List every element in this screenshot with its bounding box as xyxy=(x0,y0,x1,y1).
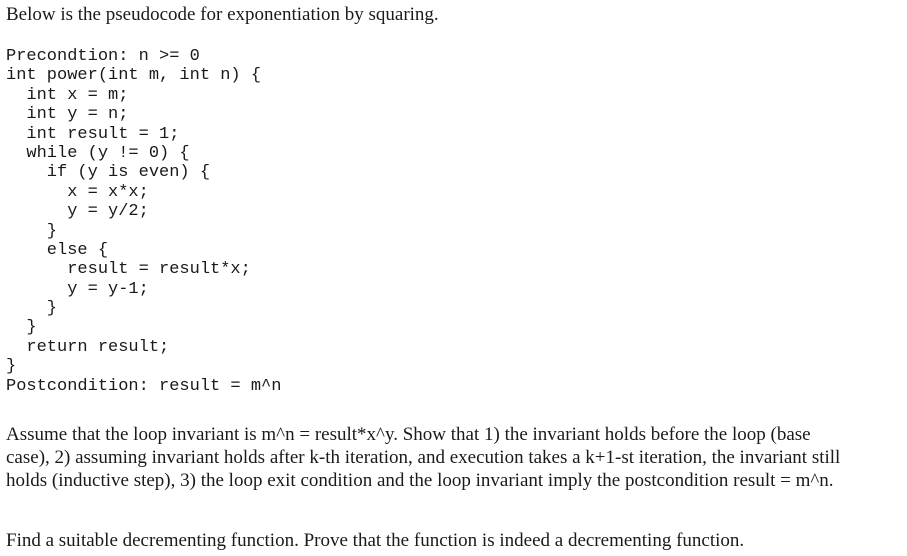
code-line-else-close: } xyxy=(6,299,58,319)
code-line-multiply-result: result = result*x; xyxy=(6,260,251,280)
intro-text: Below is the pseudocode for exponentiation by squaring. xyxy=(6,4,439,25)
task-loop-invariant-line: case), 2) assuming invariant holds after k-th iteration, and execution takes a k+1-st iteration, the invariant still xyxy=(6,447,841,468)
code-line-if-close: } xyxy=(6,221,58,241)
code-line-else: else { xyxy=(6,240,109,260)
task-decrementing-function xyxy=(6,529,906,552)
code-line-init-x: int x = m; xyxy=(6,85,129,105)
code-line-init-result: int result = 1; xyxy=(6,124,180,144)
task-loop-invariant xyxy=(6,423,906,492)
code-line-postcondition: Postcondition: result = m^n xyxy=(6,376,282,396)
code-line-function-close: } xyxy=(6,357,17,377)
task-decrementing-function-text: Find a suitable decrementing function. Prove that the function is indeed a decrementing function. xyxy=(6,530,745,551)
code-line-square-x: x = x*x; xyxy=(6,182,149,202)
code-line-init-y: int y = n; xyxy=(6,105,129,125)
code-line-if-even: if (y is even) { xyxy=(6,163,211,183)
code-line-halve-y: y = y/2; xyxy=(6,202,149,222)
task-loop-invariant-line: holds (inductive step), 3) the loop exit condition and the loop invariant imply the postcondition result = m^n. xyxy=(6,470,834,491)
code-line-while-close: } xyxy=(6,318,37,338)
code-line-while: while (y != 0) { xyxy=(6,143,190,163)
task-loop-invariant-line: Assume that the loop invariant is m^n = result*x^y. Show that 1) the invariant holds before the loop (base xyxy=(6,424,811,445)
code-line-decrement-y: y = y-1; xyxy=(6,279,149,299)
pseudocode-block xyxy=(6,47,281,396)
code-line-function-signature: int power(int m, int n) { xyxy=(6,66,262,86)
code-line-precondition: Precondtion: n >= 0 xyxy=(6,47,200,66)
code-line-return: return result; xyxy=(6,337,170,357)
